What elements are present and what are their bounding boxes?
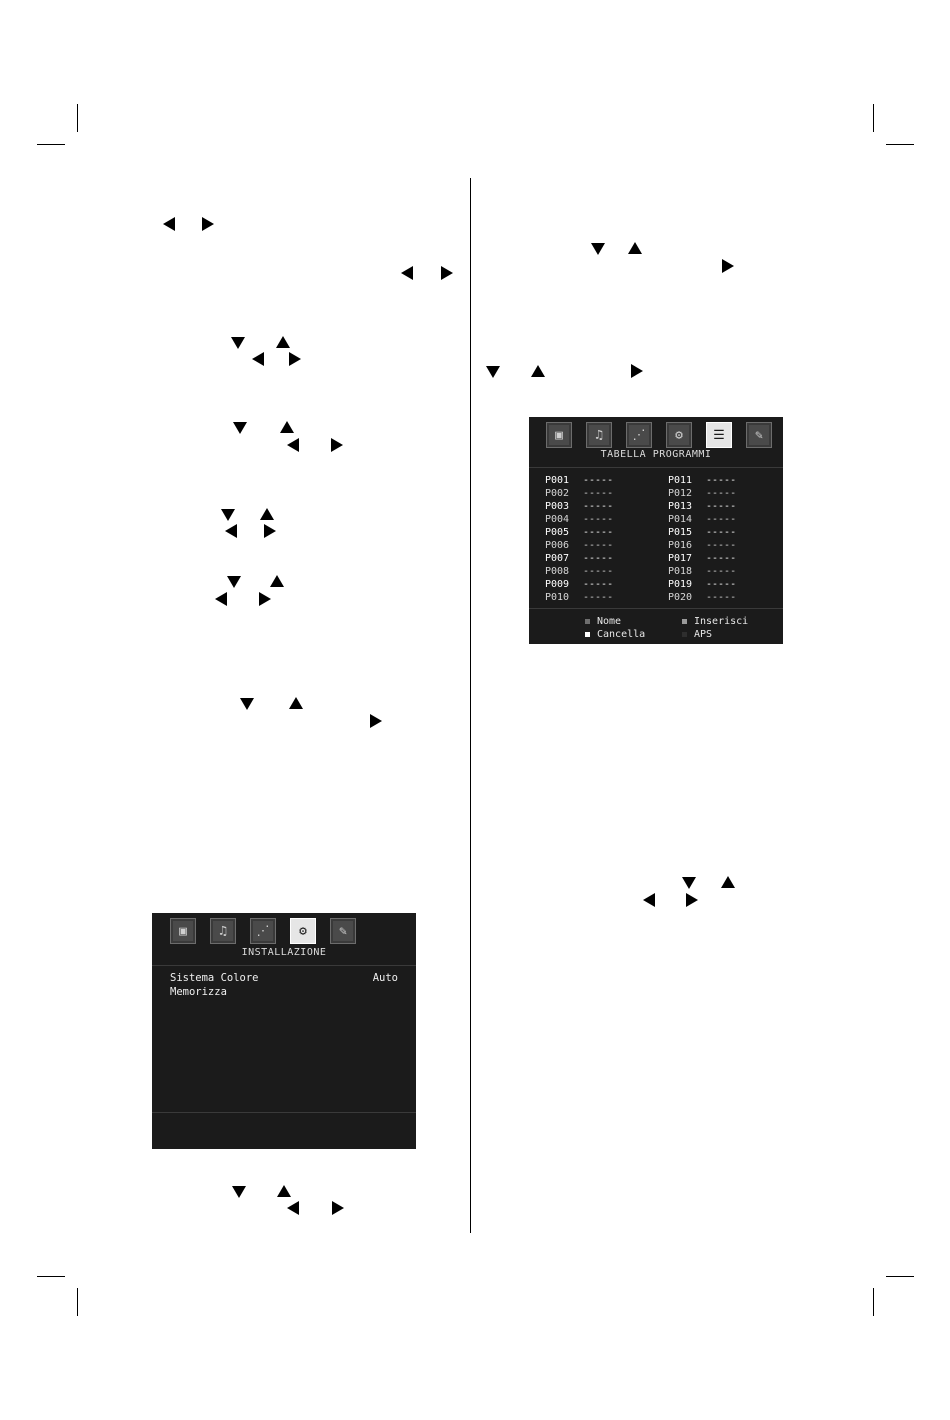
arrow-left-icon [163,217,175,231]
program-row[interactable] [545,513,613,526]
sound-icon[interactable]: ♫ [586,422,612,448]
arrow-right-icon [631,364,643,378]
install-icon[interactable]: ⚙ [666,422,692,448]
source-icon[interactable]: ✎ [330,918,356,944]
program-code: P007 [545,553,570,564]
program-code: P001 [545,475,570,486]
arrow-up-icon [276,336,290,348]
program-name: ----- [583,514,614,525]
program-row[interactable] [668,565,736,578]
program-code: P011 [668,475,693,486]
arrow-down-icon [233,422,247,434]
program-code: P004 [545,514,570,525]
legend-aps[interactable] [682,629,712,640]
arrow-left-icon [287,438,299,452]
picture-icon[interactable]: ▣ [546,422,572,448]
arrow-right-icon [722,259,734,273]
arrow-up-icon [289,697,303,709]
menu-item-value[interactable]: Auto [372,972,398,984]
program-name: ----- [583,475,614,486]
program-row[interactable] [545,500,613,513]
program-row[interactable] [545,578,613,591]
arrow-left-icon [225,524,237,538]
legend-label: Nome [597,616,622,627]
arrow-right-icon [202,217,214,231]
separator [529,608,783,609]
legend-swatch [585,632,590,637]
program-row[interactable] [545,552,613,565]
arrow-up-icon [277,1185,291,1197]
features-icon[interactable]: ⋰ [250,918,276,944]
arrow-left-icon [215,592,227,606]
program-name: ----- [706,553,737,564]
program-code: P003 [545,501,570,512]
legend-label: Cancella [597,629,646,640]
legend-cancella[interactable] [585,629,645,640]
program-code: P018 [668,566,693,577]
crop-mark [873,1288,874,1316]
arrow-left-icon [401,266,413,280]
arrow-up-icon [270,575,284,587]
arrow-right-icon [259,592,271,606]
program-code: P008 [545,566,570,577]
legend-nome[interactable] [585,616,621,627]
column-divider [470,178,471,1233]
arrow-right-icon [441,266,453,280]
program-code: P002 [545,488,570,499]
program-code: P009 [545,579,570,590]
arrow-left-icon [643,893,655,907]
legend-label: Inserisci [694,616,749,627]
crop-mark [873,104,874,132]
program-table-icon[interactable]: ☰ [706,422,732,448]
program-code: P012 [668,488,693,499]
program-row[interactable] [545,539,613,552]
crop-mark [886,1276,914,1277]
program-row[interactable] [668,526,736,539]
arrow-up-icon [628,242,642,254]
program-row[interactable] [668,591,736,604]
crop-mark [77,1288,78,1316]
arrow-right-icon [289,352,301,366]
arrow-up-icon [531,365,545,377]
program-code: P019 [668,579,693,590]
program-name: ----- [583,566,614,577]
arrow-left-icon [287,1201,299,1215]
program-name: ----- [583,488,614,499]
menu-title: TABELLA PROGRAMMI [600,449,712,460]
legend-label: APS [694,629,713,640]
sound-icon[interactable]: ♫ [210,918,236,944]
install-icon[interactable]: ⚙ [290,918,316,944]
program-row[interactable] [668,578,736,591]
program-name: ----- [583,527,614,538]
program-name: ----- [706,592,737,603]
legend-swatch [682,619,687,624]
arrow-left-icon [252,352,264,366]
program-name: ----- [583,553,614,564]
arrow-right-icon [370,714,382,728]
arrow-down-icon [682,877,696,889]
arrow-down-icon [486,366,500,378]
program-name: ----- [706,540,737,551]
program-code: P006 [545,540,570,551]
legend-inserisci[interactable] [682,616,748,627]
program-name: ----- [706,579,737,590]
arrow-up-icon [260,508,274,520]
program-name: ----- [583,540,614,551]
program-row[interactable] [668,487,736,500]
crop-mark [37,1276,65,1277]
arrow-right-icon [264,524,276,538]
program-name: ----- [583,592,614,603]
separator [152,1112,416,1113]
program-name: ----- [706,514,737,525]
program-name: ----- [706,475,737,486]
program-row[interactable] [668,500,736,513]
program-code: P015 [668,527,693,538]
arrow-right-icon [332,1201,344,1215]
program-name: ----- [706,527,737,538]
arrow-right-icon [331,438,343,452]
arrow-right-icon [686,893,698,907]
program-name: ----- [706,566,737,577]
separator [152,965,416,966]
program-code: P020 [668,592,693,603]
program-name: ----- [706,501,737,512]
program-code: P013 [668,501,693,512]
program-name: ----- [583,501,614,512]
menu-title: INSTALLAZIONE [241,947,327,958]
arrow-down-icon [591,243,605,255]
picture-icon[interactable]: ▣ [170,918,196,944]
crop-mark [886,144,914,145]
source-icon[interactable]: ✎ [746,422,772,448]
program-name: ----- [583,579,614,590]
crop-mark [77,104,78,132]
arrow-down-icon [231,337,245,349]
program-row[interactable] [545,591,613,604]
program-code: P014 [668,514,693,525]
program-code: P010 [545,592,570,603]
program-table-menu [529,417,783,644]
program-row[interactable] [668,539,736,552]
crop-mark [37,144,65,145]
features-icon[interactable]: ⋰ [626,422,652,448]
program-row[interactable] [545,565,613,578]
program-name: ----- [706,488,737,499]
menu-item-memorizza[interactable]: Memorizza [170,986,227,998]
legend-swatch [682,632,687,637]
legend-swatch [585,619,590,624]
menu-item-sistema-colore[interactable]: Sistema Colore [170,972,259,984]
program-row[interactable] [668,474,736,487]
program-row[interactable] [545,526,613,539]
arrow-down-icon [227,576,241,588]
program-row[interactable] [545,474,613,487]
arrow-down-icon [232,1186,246,1198]
program-code: P016 [668,540,693,551]
program-row[interactable] [545,487,613,500]
installazione-menu [152,913,416,1149]
program-code: P005 [545,527,570,538]
program-code: P017 [668,553,693,564]
separator [529,467,783,468]
arrow-down-icon [240,698,254,710]
program-row[interactable] [668,552,736,565]
arrow-up-icon [280,421,294,433]
arrow-down-icon [221,509,235,521]
program-row[interactable] [668,513,736,526]
arrow-up-icon [721,876,735,888]
